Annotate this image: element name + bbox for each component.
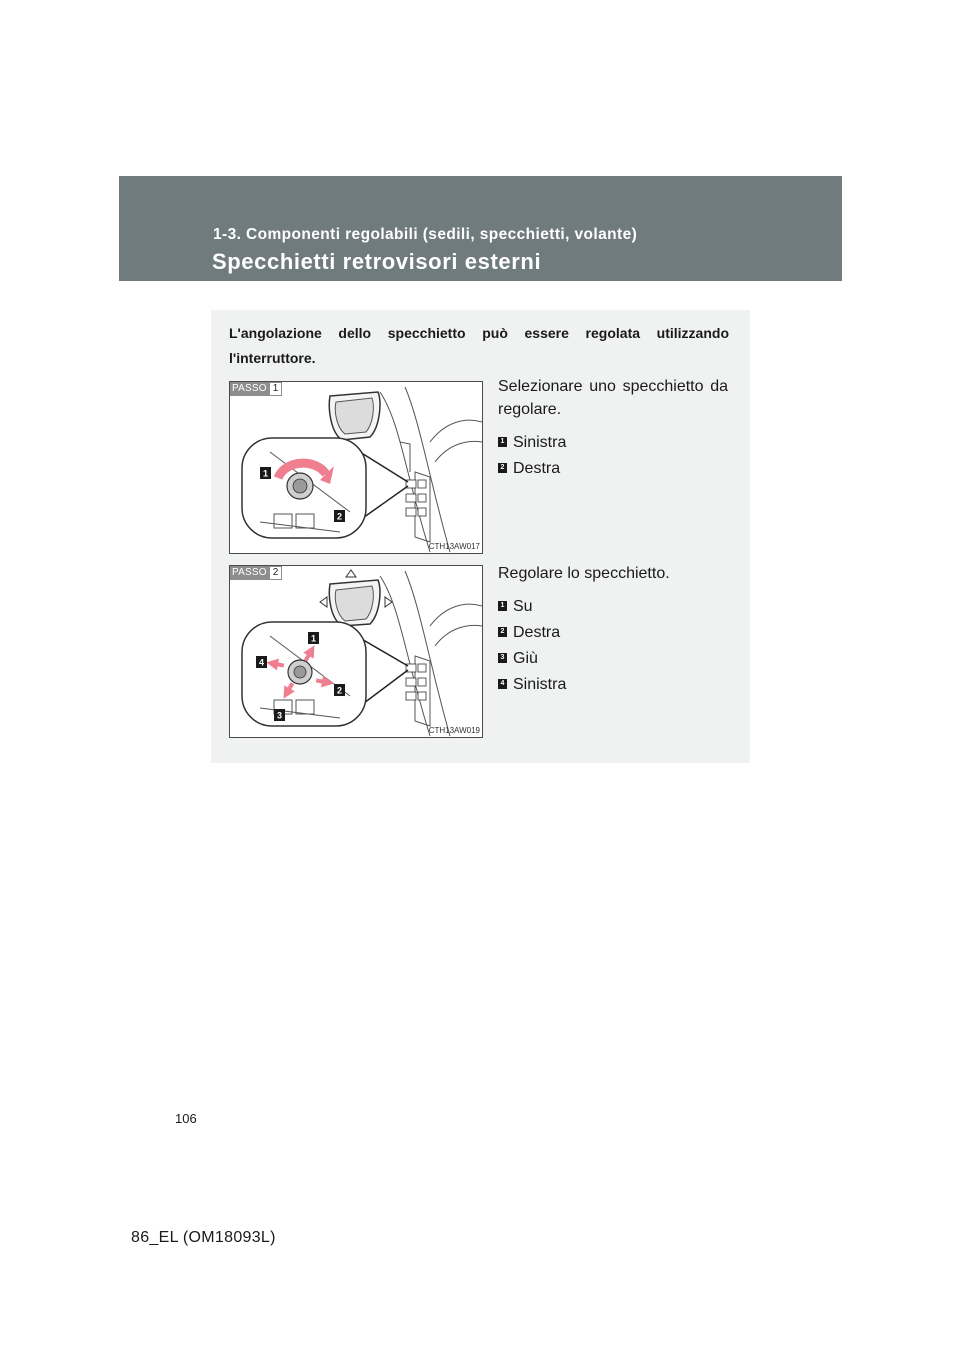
- mirror-select-illustration: [230, 382, 482, 553]
- section-label: 1-3. Componenti regolabili (sedili, specchietti, volante): [213, 226, 638, 243]
- header-band: [119, 176, 842, 281]
- figure-code: CTH13AW017: [428, 542, 480, 551]
- step-tag: [230, 566, 282, 580]
- option-label: Giù: [513, 649, 538, 667]
- intro-text: L'angolazione dello specchietto può essere regolata utilizzando l'interruttore.: [229, 325, 729, 366]
- option-badge: 1: [498, 437, 507, 447]
- callout-1: 1: [310, 633, 317, 644]
- option-badge: 4: [498, 679, 507, 689]
- option-item: [498, 429, 728, 455]
- step-1-text: [498, 375, 728, 481]
- step-2-figure: [229, 565, 483, 738]
- footer-code: 86_EL (OM18093L): [131, 1229, 276, 1246]
- step-1-figure: [229, 381, 483, 554]
- option-label: Sinistra: [513, 433, 567, 451]
- step-instruction: Regolare lo specchietto.: [498, 565, 670, 582]
- option-badge: 1: [498, 601, 507, 611]
- step-2-text: [498, 562, 728, 697]
- option-item: [498, 593, 728, 619]
- option-item: [498, 619, 728, 645]
- option-label: Destra: [513, 623, 561, 641]
- callout-2: 2: [336, 685, 343, 696]
- step-tag: [230, 382, 282, 396]
- callout-2: 2: [336, 511, 343, 522]
- option-badge: 2: [498, 463, 507, 473]
- option-item: [498, 671, 728, 697]
- step-tag-number: 2: [269, 566, 283, 580]
- option-item: [498, 455, 728, 481]
- option-label: Destra: [513, 459, 561, 477]
- mirror-adjust-illustration: [230, 566, 482, 737]
- option-badge: 3: [498, 653, 507, 663]
- callout-4: 4: [258, 657, 265, 668]
- content-box: [211, 310, 750, 763]
- callout-3: 3: [276, 710, 283, 721]
- option-item: [498, 645, 728, 671]
- callout-1: 1: [262, 468, 269, 479]
- page-number: 106: [175, 1111, 197, 1126]
- step-tag-word: PASSO: [232, 383, 267, 394]
- step-instruction: Selezionare uno specchietto da regolare.: [498, 378, 728, 418]
- option-label: Sinistra: [513, 675, 567, 693]
- step-tag-word: PASSO: [232, 567, 267, 578]
- page-title: Specchietti retrovisori esterni: [212, 249, 542, 274]
- figure-code: CTH13AW019: [428, 726, 480, 735]
- step-tag-number: 1: [269, 382, 283, 396]
- option-badge: 2: [498, 627, 507, 637]
- option-label: Su: [513, 597, 533, 615]
